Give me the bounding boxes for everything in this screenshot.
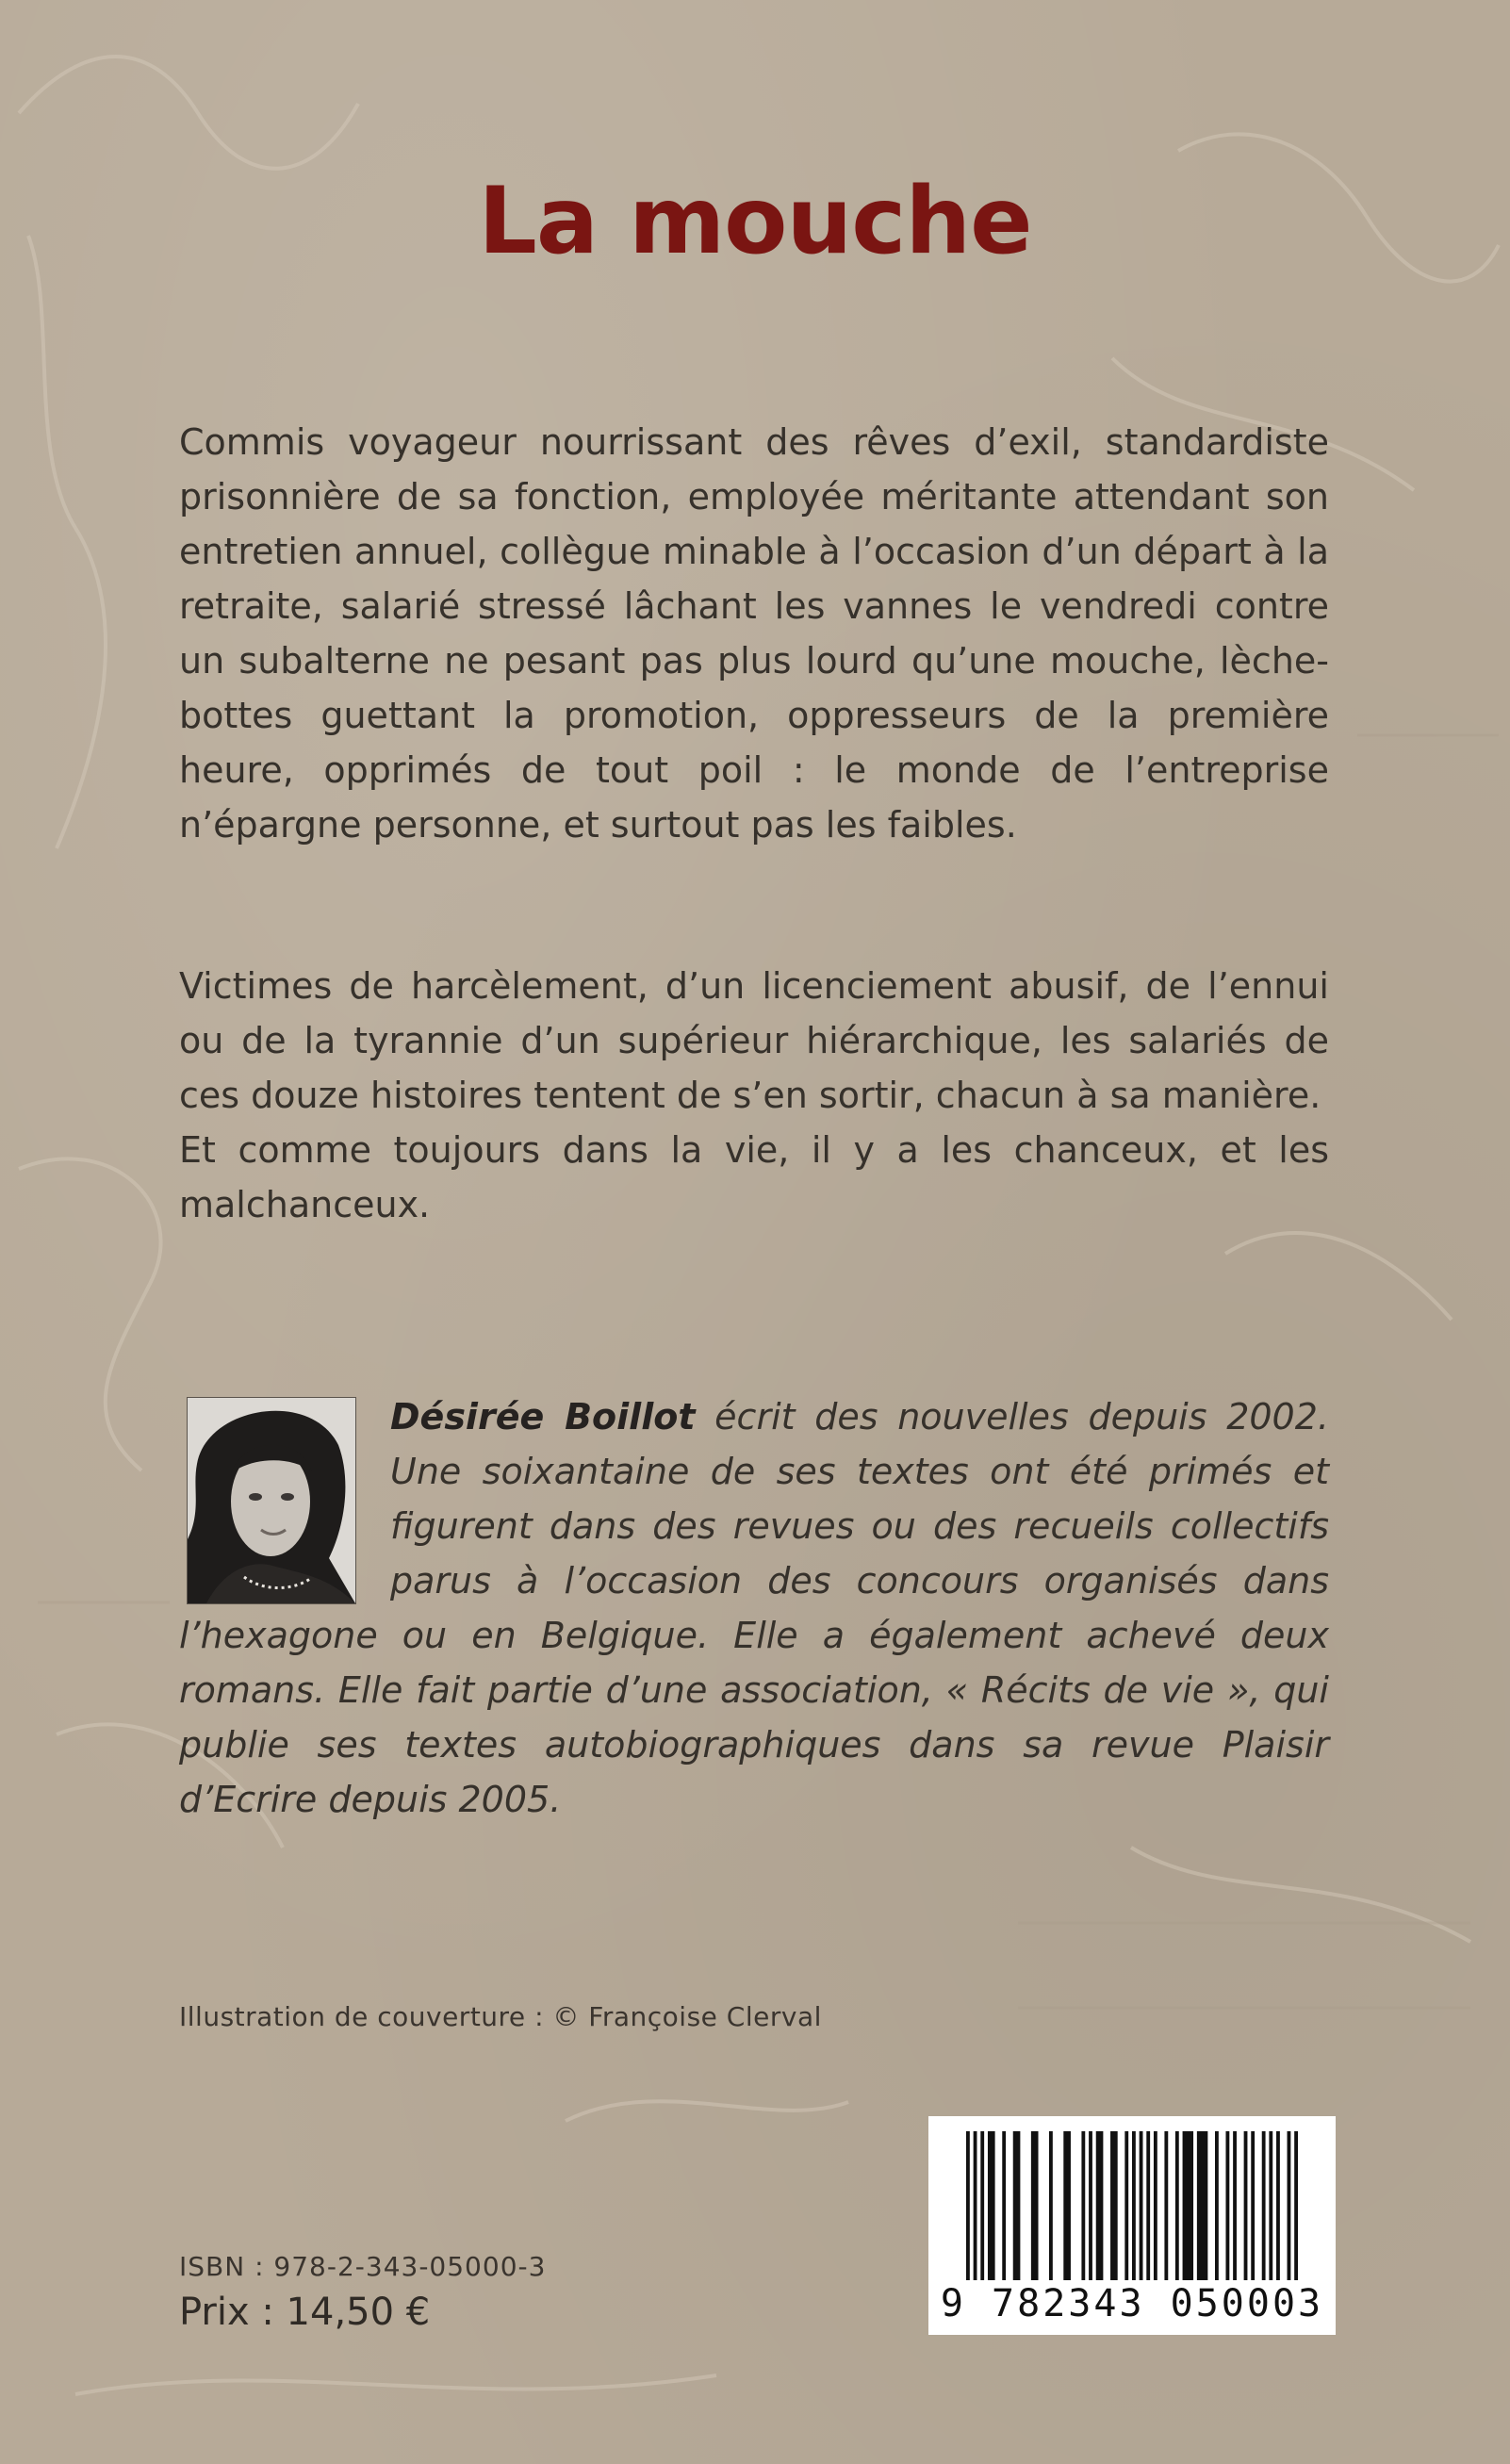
barcode-bar-4: [1002, 2131, 1006, 2280]
blurb-text-3: Et comme toujours dans la vie, il y a les chanceux, et les malchanceux.: [179, 1129, 1329, 1225]
blurb-paragraph-1: [179, 415, 1329, 852]
author-bio-section: [179, 1389, 1329, 1827]
barcode-bar-6: [1031, 2131, 1039, 2280]
barcode-bar-0: [966, 2131, 970, 2280]
author-name: Désirée Boillot: [390, 1396, 696, 1437]
blurb-paragraph-2: [179, 959, 1329, 1232]
barcode-bar-3: [988, 2131, 995, 2280]
author-photo: [187, 1397, 356, 1604]
author-portrait-image: [188, 1398, 355, 1603]
barcode-bar-14: [1132, 2131, 1136, 2280]
barcode-bar-19: [1175, 2131, 1179, 2280]
isbn-label: ISBN : 978-2-343-05000-3: [179, 2251, 547, 2282]
blurb-text-2: Victimes de harcèlement, d’un licenciement abusif, de l’ennui ou de la tyrannie d’un supérieur hiérarchique, les salariés de ces douze histoires tentent de s’en sortir, chacun à sa manière.: [179, 965, 1329, 1116]
barcode-bar-17: [1154, 2131, 1157, 2280]
barcode-bar-10: [1089, 2131, 1092, 2280]
barcode-bar-31: [1294, 2131, 1298, 2280]
barcode-bar-8: [1063, 2131, 1071, 2280]
blurb-text-1: Commis voyageur nourrissant des rêves d’exil, standardiste prisonnière de sa fonction, employée méritante attendant son entretien annuel, collègue minable à l’occasion d’un départ à la retraite, salarié stressé lâchant les vannes le vendredi contre un subalterne ne pesant pas plus lourd qu’une mouche, lèche-bottes guettant la promotion, oppresseurs de la première heure, opprimés de tout poil : le monde de l’entreprise n’épargne personne, et surtout pas les faibles.: [179, 421, 1329, 846]
barcode-bar-26: [1251, 2131, 1255, 2280]
barcode-bar-30: [1288, 2131, 1291, 2280]
barcode-bar-21: [1197, 2131, 1207, 2280]
barcode-bar-1: [974, 2131, 977, 2280]
barcode-bar-15: [1140, 2131, 1143, 2280]
barcode-bar-12: [1110, 2131, 1118, 2280]
barcode-bar-9: [1081, 2131, 1085, 2280]
barcode-number: 9 782343 050003: [940, 2282, 1324, 2325]
price-label: Prix : 14,50 €: [179, 2291, 431, 2334]
barcode-bar-7: [1049, 2131, 1053, 2280]
barcode-bar-18: [1164, 2131, 1168, 2280]
barcode-bar-28: [1269, 2131, 1272, 2280]
barcode-bar-23: [1225, 2131, 1229, 2280]
barcode-bar-16: [1146, 2131, 1150, 2280]
barcode: [928, 2116, 1336, 2335]
barcode-bar-29: [1276, 2131, 1280, 2280]
barcode-bar-27: [1262, 2131, 1266, 2280]
barcode-bar-13: [1124, 2131, 1128, 2280]
book-title: La mouche: [478, 168, 1032, 275]
barcode-bar-25: [1244, 2131, 1248, 2280]
author-bio-text: écrit des nouvelles depuis 2002. Une soixantaine de ses textes ont été primés et figurent dans des revues ou des recueils collectifs parus à l’occasion des concours organisés dans l’hexagone ou en Belgique. Elle a également achevé deux romans. Elle fait partie d’une association, « Récits de vie », qui publie ses textes autobiographiques dans sa revue Plaisir d’Ecrire depuis 2005.: [179, 1396, 1329, 1820]
illustration-credit: Illustration de couverture : © Françoise Clerval: [179, 2001, 822, 2032]
barcode-bar-22: [1215, 2131, 1219, 2280]
barcode-bar-24: [1233, 2131, 1237, 2280]
barcode-bar-11: [1096, 2131, 1104, 2280]
barcode-bar-5: [1013, 2131, 1021, 2280]
barcode-bar-20: [1183, 2131, 1193, 2280]
barcode-bar-2: [980, 2131, 984, 2280]
